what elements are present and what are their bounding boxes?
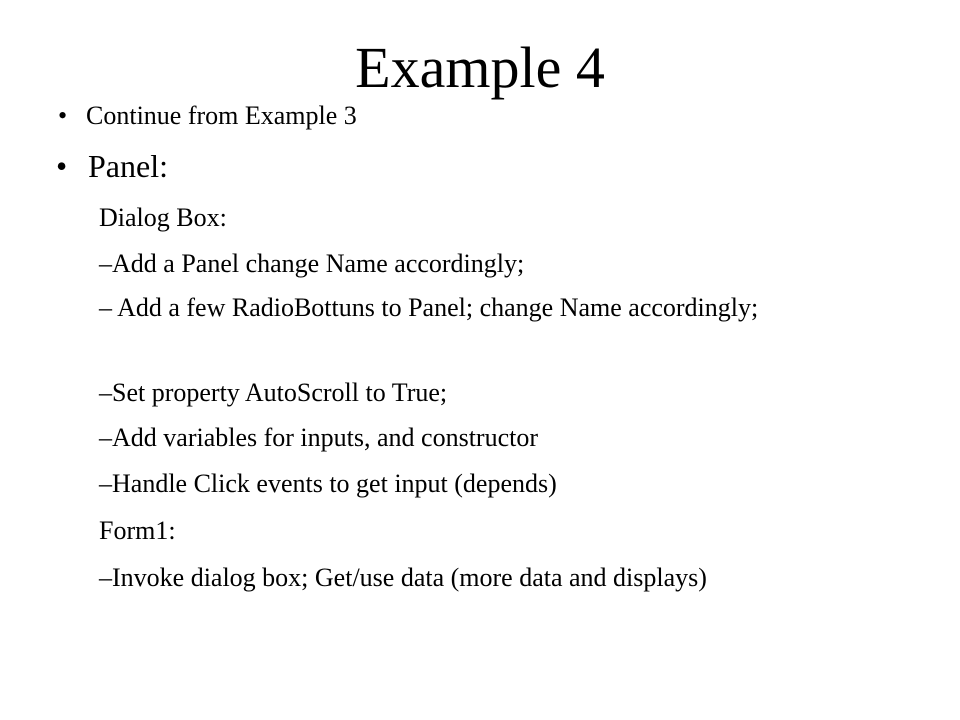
sub-item: – Add a few RadioBottuns to Panel; change Name accordingly; [99,293,759,322]
sub-item: –Invoke dialog box; Get/use data (more data and displays) [99,563,707,592]
bullet-marker: • [56,148,68,184]
sub-item: –Handle Click events to get input (depends) [99,469,557,498]
sub-item: Form1: [99,516,176,545]
bullet-text: Continue from Example 3 [86,101,357,130]
sub-item: –Add variables for inputs, and constructor [99,423,539,452]
slide-title: Example 4 [355,35,605,100]
sub-item: –Set property AutoScroll to True; [99,378,448,407]
bullet-marker: • [58,101,68,130]
sub-item: –Add a Panel change Name accordingly; [99,249,525,278]
bullet-text: Panel: [88,148,168,184]
sub-item: Dialog Box: [99,203,227,232]
